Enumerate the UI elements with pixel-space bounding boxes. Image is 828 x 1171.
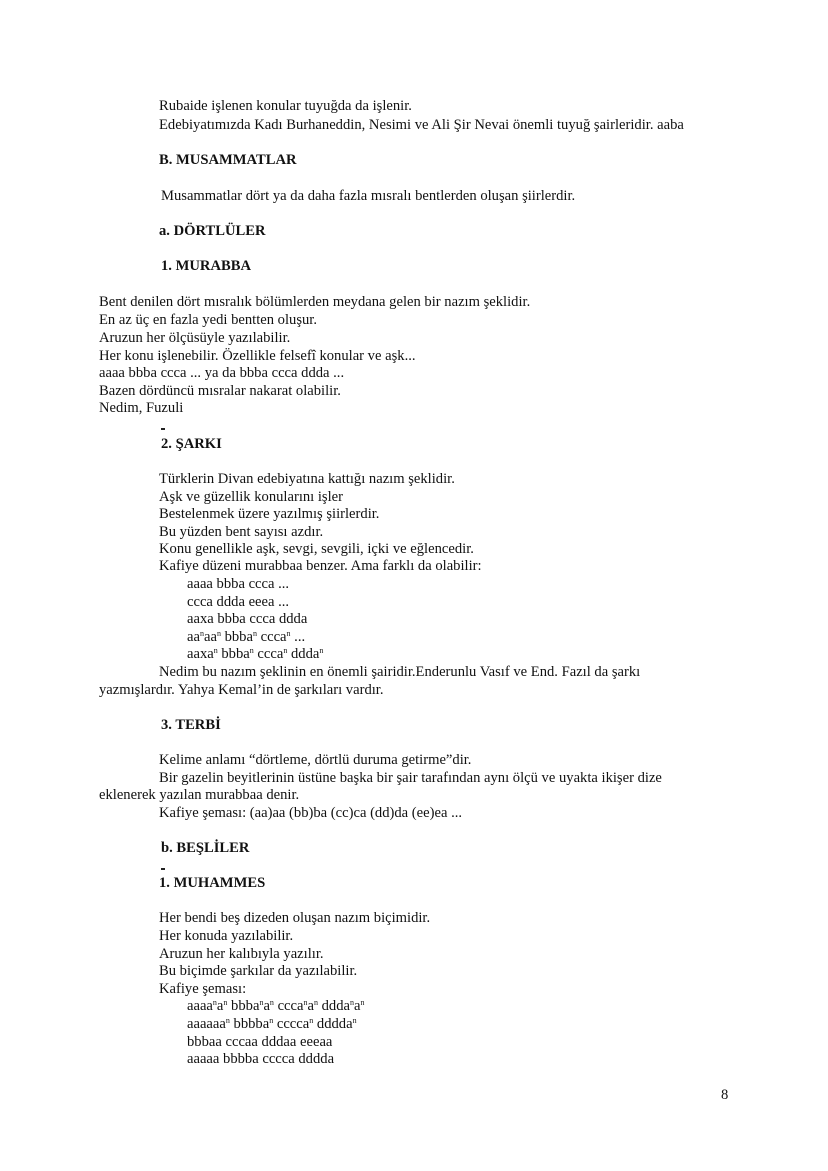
text-line: Her bendi beş dizeden oluşan nazım biçimidir.	[159, 910, 431, 926]
text-line: Bazen dördüncü mısralar nakarat olabilir.	[99, 383, 341, 399]
heading-sarki: 2. ŞARKI	[161, 436, 222, 452]
subsection-heading-dortluler: a. DÖRTLÜLER	[159, 223, 266, 239]
section-heading-musammatlar: B. MUSAMMATLAR	[159, 152, 297, 168]
text-line: eklenerek yazılan murabbaa denir.	[99, 787, 300, 803]
text-line: Kafiye şeması:	[159, 981, 247, 997]
text-line: Musammatlar dört ya da daha fazla mısralı bentlerden oluşan şiirlerdir.	[161, 188, 576, 204]
text-line: Nedim bu nazım şeklinin en önemli şairidir.Enderunlu Vasıf ve End. Fazıl da şarkı	[159, 664, 641, 680]
rhyme-scheme: aaaaa bbbba cccca dddda	[187, 1051, 335, 1067]
text-line: Kelime anlamı “dörtleme, dörtlü duruma getirme”dir.	[159, 752, 472, 768]
text-line: Aruzun her ölçüsüyle yazılabilir.	[99, 330, 291, 346]
heading-murabba: 1. MURABBA	[161, 258, 251, 274]
text-line: En az üç en fazla yedi bentten oluşur.	[99, 312, 318, 328]
text-line: Rubaide işlenen konular tuyuğda da işlenir.	[159, 98, 412, 114]
text-line: Aşk ve güzellik konularını işler	[159, 489, 344, 505]
text-line: Konu genellikle aşk, sevgi, sevgili, içki ve eğlencedir.	[159, 541, 474, 557]
text-line: Türklerin Divan edebiyatına kattığı nazım şeklidir.	[159, 471, 455, 487]
rhyme-scheme: bbbaa cccaa dddaa eeeaa	[187, 1034, 333, 1050]
stray-mark	[161, 428, 165, 430]
text-line: Kafiye şeması: (aa)aa (bb)ba (cc)ca (dd)da (ee)ea ...	[159, 805, 463, 821]
rhyme-scheme: ccca ddda eeea ...	[187, 594, 290, 610]
page-number: 8	[721, 1087, 729, 1103]
rhyme-scheme: $aaaa^na^n$ $bbba^na^n$ $ccca^na^n$ $ddda^na^n$	[187, 998, 365, 1014]
text-line: Aruzun her kalıbıyla yazılır.	[159, 946, 324, 962]
text-line: Bir gazelin beyitlerinin üstüne başka bir şair tarafından aynı ölçü ve uyakta ikişer dize	[159, 770, 662, 786]
text-line: Her konuda yazılabilir.	[159, 928, 294, 944]
text-line: yazmışlardır. Yahya Kemal’in de şarkıları vardır.	[99, 682, 384, 698]
text-line: Bestelenmek üzere yazılmış şiirlerdir.	[159, 506, 380, 522]
heading-muhammes: 1. MUHAMMES	[159, 875, 266, 891]
text-line: aaaa bbba ccca ... ya da bbba ccca ddda ...	[99, 365, 345, 381]
text-line: Kafiye düzeni murabbaa benzer. Ama farklı da olabilir:	[159, 558, 482, 574]
text-line: Bent denilen dört mısralık bölümlerden meydana gelen bir nazım şeklidir.	[99, 294, 531, 310]
heading-terbi: 3. TERBİ	[161, 717, 221, 733]
text-line: Bu biçimde şarkılar da yazılabilir.	[159, 963, 358, 979]
stray-mark	[161, 868, 165, 870]
text-line: Nedim, Fuzuli	[99, 400, 184, 416]
text-line: Edebiyatımızda Kadı Burhaneddin, Nesimi ve Ali Şir Nevai önemli tuyuğ şairleridir. aaba	[159, 117, 684, 133]
rhyme-scheme: aaxa bbba ccca ddda	[187, 611, 308, 627]
rhyme-scheme: $aa^naa^n$ bbba$^n$ ccca$^n$ ...	[187, 629, 306, 645]
rhyme-scheme: aaaa bbba ccca ...	[187, 576, 290, 592]
subsection-heading-besliler: b. BEŞLİLER	[161, 840, 250, 856]
text-line: Bu yüzden bent sayısı azdır.	[159, 524, 324, 540]
rhyme-scheme: aaxa$^n$ bbba$^n$ ccca$^n$ ddda$^n$	[187, 646, 324, 662]
rhyme-scheme: aaaaaa$^n$ bbbba$^n$ cccca$^n$ dddda$^n$	[187, 1016, 357, 1032]
text-line: Her konu işlenebilir. Özellikle felsefî konular ve aşk...	[99, 348, 416, 364]
